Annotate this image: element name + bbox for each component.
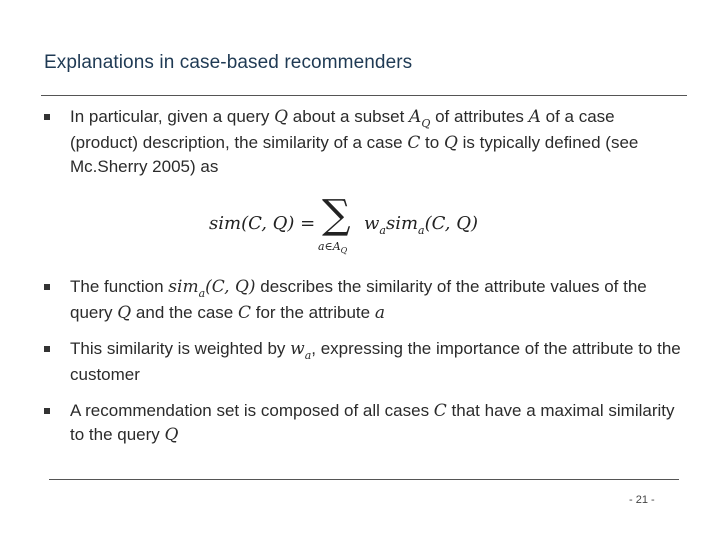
text: The function — [70, 277, 169, 296]
bullet-marker — [44, 284, 50, 290]
text: In particular, given a query — [70, 107, 275, 126]
text: is typically defined (see Mc.Sherry 2005) as — [70, 133, 639, 176]
math-C: C — [433, 401, 447, 421]
text: describes the similarity of the attribute values of the query — [70, 277, 647, 322]
sim-subscript: a — [418, 224, 425, 237]
math-a: a — [374, 303, 385, 323]
math-A: A — [528, 107, 541, 127]
weight-w: w — [364, 213, 380, 234]
math-Q: Q — [274, 107, 289, 127]
sim-args: (C, Q) — [424, 213, 478, 234]
formula-lhs: sim(C, Q) = — [209, 213, 316, 234]
math-subscript-a: a — [198, 287, 206, 300]
bullet-item-sim-function — [44, 275, 684, 325]
text: for the attribute — [251, 303, 375, 322]
text: to — [420, 133, 444, 152]
math-C: C — [407, 133, 421, 153]
summation-index-text: a∈A — [318, 240, 341, 253]
math-C: C — [238, 303, 252, 323]
bullet-marker — [44, 408, 50, 414]
math-sim: sim — [168, 277, 199, 297]
text: A recommendation set is composed of all cases — [70, 401, 434, 420]
text: , expressing the importance of the attribute to the customer — [70, 339, 681, 384]
math-subscript-a: a — [304, 349, 312, 362]
math-A: A — [409, 107, 422, 127]
text: This similarity is weighted by — [70, 339, 291, 358]
bullet-item-query-similarity — [44, 105, 684, 179]
page-number: - 21 - — [629, 494, 655, 506]
bullet-list — [44, 105, 684, 459]
text: about a subset — [288, 107, 410, 126]
summation-index — [318, 240, 347, 253]
footer-divider — [49, 479, 679, 480]
text: of a case (product) description, the similarity of a case — [70, 107, 615, 152]
slide-title: Explanations in case-based recommenders — [44, 52, 413, 73]
summation-index-sub: Q — [340, 246, 348, 255]
math-Q: Q — [164, 425, 179, 445]
math-subscript-Q: Q — [421, 117, 431, 130]
sim-function: sim — [385, 213, 419, 234]
bullet-marker — [44, 346, 50, 352]
title-divider — [41, 95, 687, 96]
similarity-formula — [44, 191, 684, 265]
text: and the case — [131, 303, 238, 322]
bullet-marker — [44, 114, 50, 120]
bullet-item-recommendation-set — [44, 399, 684, 447]
text: of attributes — [430, 107, 529, 126]
math-w: w — [290, 339, 305, 359]
math-Q: Q — [117, 303, 132, 323]
math-args: (C, Q) — [205, 277, 256, 297]
text: that have a maximal similarity to the query — [70, 401, 675, 444]
summation-sign: ∑ — [322, 192, 351, 238]
formula-rhs — [364, 213, 478, 237]
math-Q: Q — [443, 133, 458, 153]
weight-subscript: a — [379, 224, 386, 237]
bullet-item-weighting — [44, 337, 684, 387]
